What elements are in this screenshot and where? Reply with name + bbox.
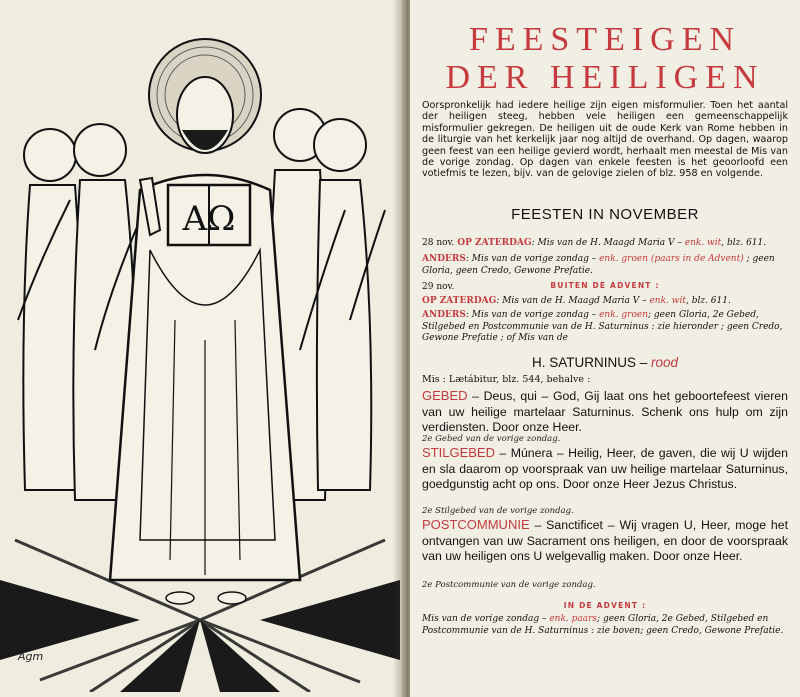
alpha-omega-text: AΩ xyxy=(182,199,236,239)
final-rubric-text2: ; geen Gloria, 2e Gebed, Stilgebed en Postcommunie van de H. Saturninus : zie boven; geen Credo, Gewone Prefatie. xyxy=(422,614,784,636)
rubric-label: OP ZATERDAG xyxy=(457,238,532,248)
rubric-text: : Mis van de vorige zondag xyxy=(465,310,589,320)
rubric-label: ANDERS xyxy=(422,310,466,320)
postcommunie-label: POSTCOMMUNIE xyxy=(422,517,530,532)
final-rubric-text1: Mis van de vorige zondag xyxy=(422,614,540,624)
page-title-line-1: FEESTEIGEN xyxy=(468,21,742,58)
saint-dash: – xyxy=(635,355,651,370)
gebed-text: – Deus, qui – God, Gij laat ons het geboortefeest vieren van uw heilige martelaar Saturninus. Schenk ons hulp om zijn verdiensten. Door onze Heer. xyxy=(422,389,788,434)
postcommunie-prayer xyxy=(422,517,788,565)
right-page xyxy=(410,0,800,697)
rubric-text: : Mis van de H. Maagd Maria V xyxy=(531,238,675,248)
final-rubric-color: enk. paars xyxy=(549,614,598,624)
page-title-line-2: DER HEILIGEN xyxy=(445,59,765,96)
stilgebed-text: – Múnera – Heilig, Heer, de gaven, die wij U wijden en sla daarom op voorspraak van uw heilige martelaar Saturninus, goedgunstig acht op ons. Door onze Heer Jezus Christus. xyxy=(422,446,788,491)
final-rubric xyxy=(422,614,788,637)
section-heading: FEESTEN IN NOVEMBER xyxy=(511,206,699,223)
rubric-text: : Mis van de H. Maagd Maria V xyxy=(496,296,640,306)
rubric-date: 28 nov. xyxy=(422,238,455,248)
rubric-label: ANDERS xyxy=(422,254,466,264)
rubric-text: : Mis van de vorige zondag xyxy=(465,254,589,264)
gebed-label: GEBED xyxy=(422,388,468,403)
rubric-dash: – xyxy=(674,238,685,248)
stilgebed-label: STILGEBED xyxy=(422,445,495,460)
final-rubric-dash: – xyxy=(539,614,550,624)
rubric-29-nov-saturday xyxy=(422,296,788,308)
intro-paragraph: Oorspronkelijk had iedere heilige zijn eigen misformulier. Toen het aantal der heiligen steeg, hebben vele heiligen een gemeenschappelijk misformulier gekregen. De heiligen uit de oude Kerk van Rome hebben in de liturgie van het kerkelijk jaar nog altijd de overhand. Op dagen, waarop geen feest van een heilige gevierd wordt, herhaalt men meestal de Mis van de vorige zondag. Op dagen van enkele feesten is het geoorloofd een votiefmis te lezen, bijv. van de gelovige zielen of blz. 958 en volgende. xyxy=(422,100,788,180)
rubric-after: ; geen Gloria, geen Credo, Gewone Prefatie. xyxy=(422,254,775,276)
mis-line: Mis : Lætábitur, blz. 544, behalve : xyxy=(422,374,591,385)
rubric-page: , blz. 611. xyxy=(721,238,767,248)
rubric-color: enk. wit xyxy=(684,238,722,248)
rubric-29-nov-anders xyxy=(422,310,788,345)
advent-heading-outside: BUITEN DE ADVENT : xyxy=(550,281,660,290)
rubric-dash: – xyxy=(588,254,600,264)
stilgebed-note: 2e Stilgebed van de vorige zondag. xyxy=(422,506,574,516)
postcommunie-text: – Sanctificet – Wij vragen U, Heer, moge het ontvangen van uw Sacrament ons heiligen, en door de voorspraak van uw heiligen ons U welgevallig maken. Door onze Heer. xyxy=(422,518,788,563)
saint-name: H. SATURNINUS xyxy=(531,355,636,370)
postcommunie-note: 2e Postcommunie van de vorige zondag. xyxy=(422,580,596,590)
advent-heading-in: IN DE ADVENT : xyxy=(563,601,647,610)
rubric-date: 29 nov. xyxy=(422,282,455,292)
gebed-note: 2e Gebed van de vorige zondag. xyxy=(422,434,561,444)
stilgebed-prayer xyxy=(422,445,788,493)
rubric-dash: – xyxy=(639,296,650,306)
saint-heading xyxy=(420,355,790,370)
rubric-dash: – xyxy=(588,310,600,320)
rubric-28-nov-saturday xyxy=(422,238,788,250)
rubric-color: enk. groen (paars in de Advent) xyxy=(599,254,744,264)
rubric-color: enk. groen xyxy=(599,310,648,320)
artist-signature: Agm xyxy=(18,650,44,663)
saint-color: rood xyxy=(651,355,679,370)
rubric-label: OP ZATERDAG xyxy=(422,296,497,306)
saints-illustration xyxy=(0,20,400,692)
rubric-after: ; geen Gloria, 2e Gebed, Stilgebed en Postcommunie van de H. Saturninus : zie hieronder ; geen Credo, Gewone Prefatie ; of Mis van de xyxy=(422,310,783,343)
rubric-28-nov-anders xyxy=(422,254,788,277)
rubric-color: enk. wit xyxy=(649,296,686,306)
rubric-page: , blz. 611. xyxy=(685,296,731,306)
gebed-prayer xyxy=(422,388,788,436)
